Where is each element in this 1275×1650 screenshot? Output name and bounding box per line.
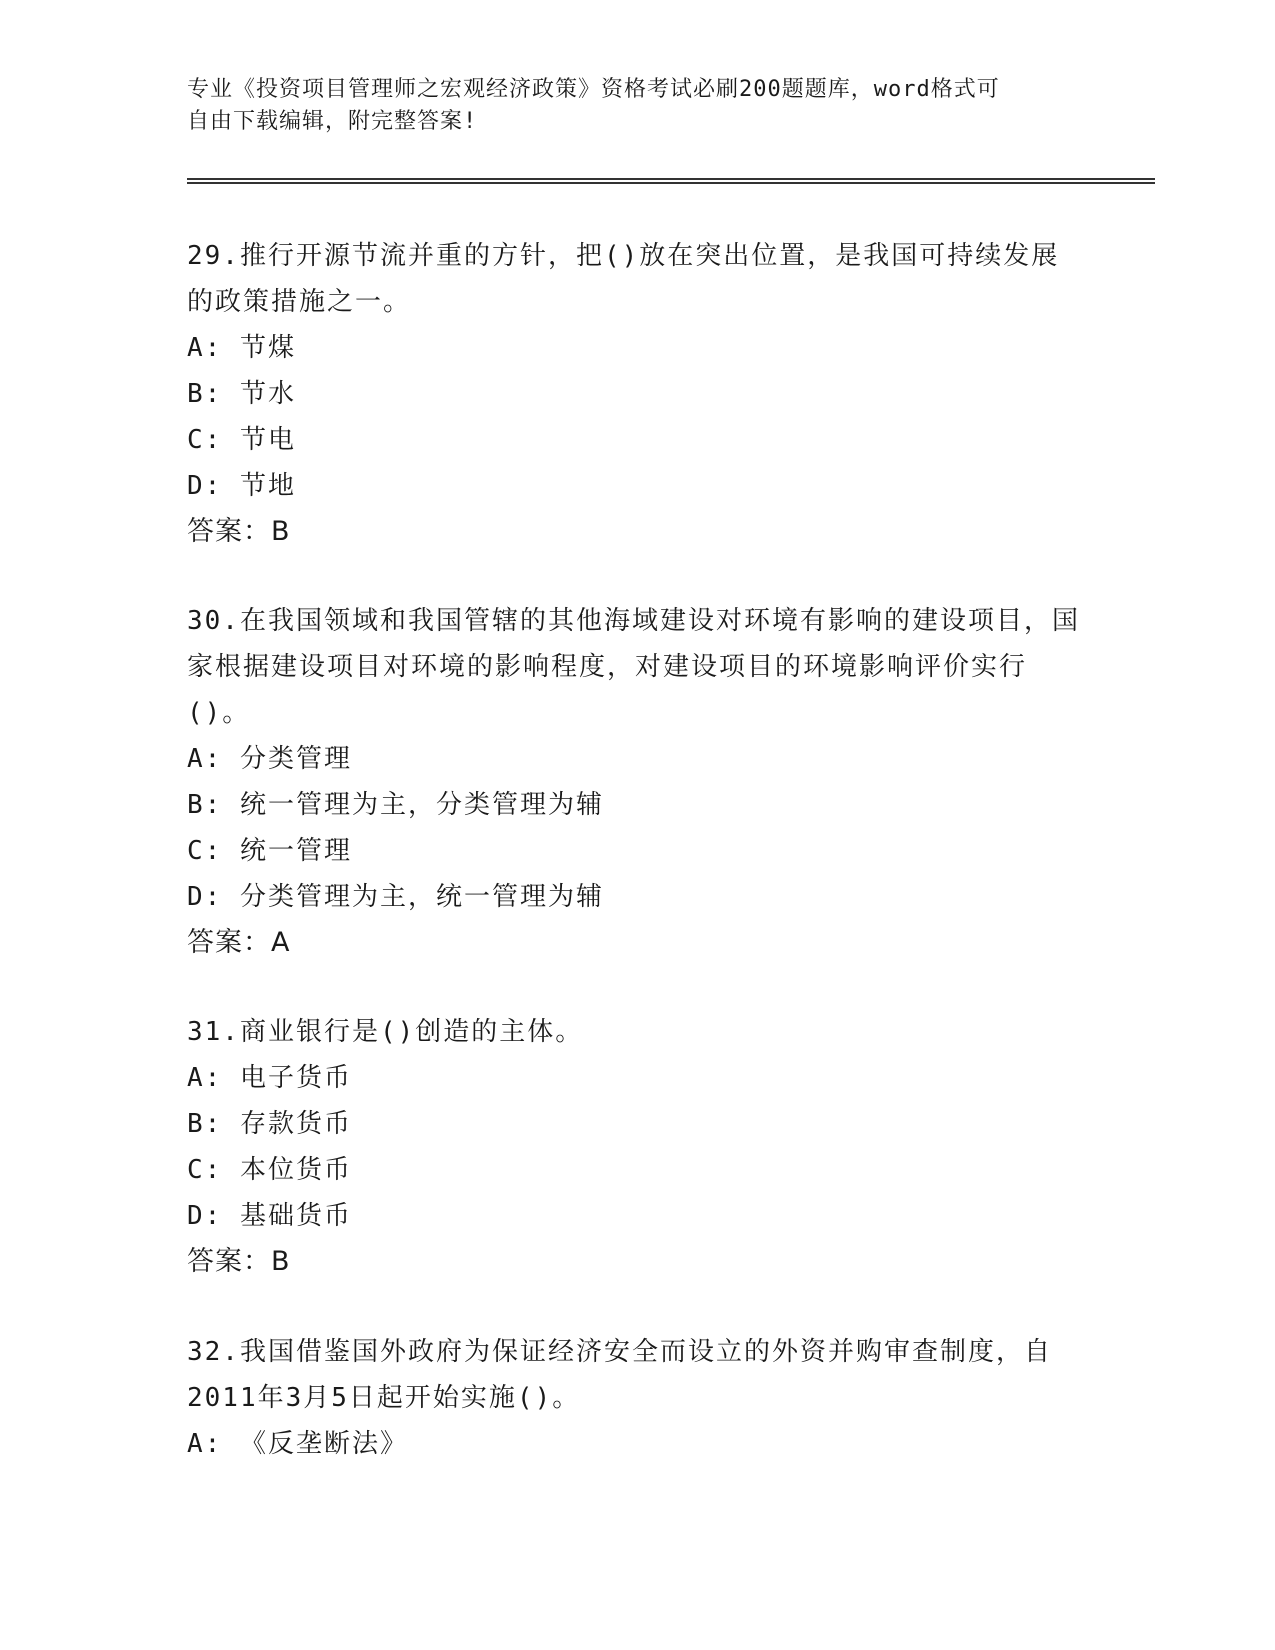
answer-line: 答案：B bbox=[187, 1246, 291, 1277]
option-d: D: 基础货币 bbox=[187, 1201, 352, 1231]
question-stem: 32.我国借鉴国外政府为保证经济安全而设立的外资并购审查制度，自2011年3月5日起开始实施()。 bbox=[187, 1337, 1052, 1413]
question-32 bbox=[187, 1329, 1087, 1467]
header-title-line-1: 专业《投资项目管理师之宏观经济政策》资格考试必刷200题题库，word格式可 bbox=[187, 77, 1000, 102]
question-30 bbox=[187, 598, 1087, 966]
option-a: A: 《反垄断法》 bbox=[187, 1429, 408, 1459]
question-29 bbox=[187, 233, 1087, 555]
option-b: B: 统一管理为主，分类管理为辅 bbox=[187, 790, 604, 820]
question-stem: 29.推行开源节流并重的方针，把()放在突出位置，是我国可持续发展的政策措施之一。 bbox=[187, 241, 1060, 317]
document-header bbox=[187, 74, 1067, 138]
option-c: C: 本位货币 bbox=[187, 1155, 352, 1185]
option-a: A: 电子货币 bbox=[187, 1063, 352, 1093]
option-b: B: 节水 bbox=[187, 379, 296, 409]
answer-line: 答案：B bbox=[187, 516, 291, 547]
option-d: D: 分类管理为主，统一管理为辅 bbox=[187, 882, 604, 912]
header-title-line-2: 自由下载编辑，附完整答案! bbox=[187, 109, 478, 134]
question-stem: 31.商业银行是()创造的主体。 bbox=[187, 1017, 584, 1047]
option-a: A: 分类管理 bbox=[187, 744, 352, 774]
answer-line: 答案：A bbox=[187, 927, 291, 958]
option-c: C: 统一管理 bbox=[187, 836, 352, 866]
option-b: B: 存款货币 bbox=[187, 1109, 352, 1139]
option-a: A: 节煤 bbox=[187, 333, 296, 363]
header-divider bbox=[187, 178, 1155, 184]
question-31 bbox=[187, 1009, 1087, 1285]
question-stem: 30.在我国领域和我国管辖的其他海域建设对环境有影响的建设项目，国家根据建设项目对环境的影响程度，对建设项目的环境影响评价实行()。 bbox=[187, 606, 1080, 728]
option-c: C: 节电 bbox=[187, 425, 296, 455]
option-d: D: 节地 bbox=[187, 471, 296, 501]
